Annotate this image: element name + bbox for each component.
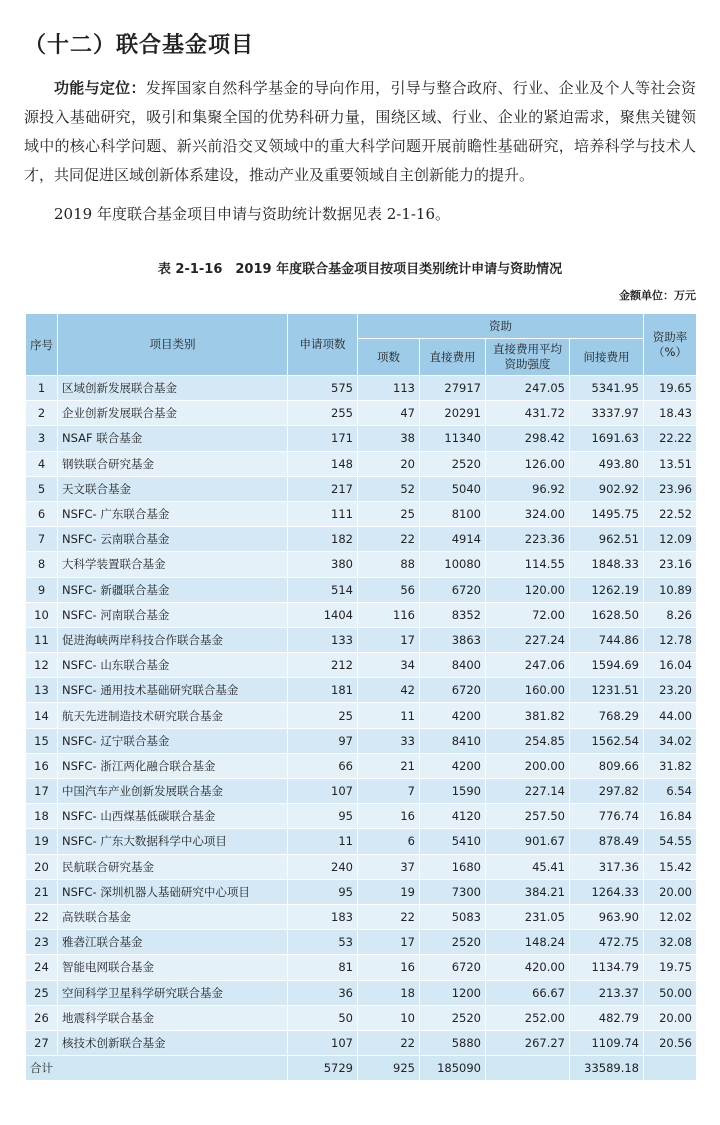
table-row xyxy=(26,955,697,980)
table-row xyxy=(26,653,697,678)
row-category: NSFC- 山西煤基低碳联合基金 xyxy=(58,804,288,829)
row-category: NSFC- 河南联合基金 xyxy=(58,602,288,627)
total-rate xyxy=(644,1056,697,1081)
row-indirect: 493.80 xyxy=(570,451,644,476)
table-row xyxy=(26,728,697,753)
row-seq: 4 xyxy=(26,451,58,476)
row-avg: 114.55 xyxy=(486,552,570,577)
table-row xyxy=(26,703,697,728)
row-items: 10 xyxy=(358,1005,420,1030)
row-items: 21 xyxy=(358,753,420,778)
table-row xyxy=(26,527,697,552)
row-applications: 50 xyxy=(288,1005,358,1030)
row-avg: 223.36 xyxy=(486,527,570,552)
row-applications: 212 xyxy=(288,653,358,678)
row-avg: 72.00 xyxy=(486,602,570,627)
row-items: 47 xyxy=(358,401,420,426)
row-items: 17 xyxy=(358,930,420,955)
row-direct: 20291 xyxy=(420,401,486,426)
table-row xyxy=(26,1005,697,1030)
row-direct: 5880 xyxy=(420,1030,486,1055)
row-rate: 15.42 xyxy=(644,854,697,879)
table-row xyxy=(26,879,697,904)
table-row xyxy=(26,451,697,476)
row-rate: 19.65 xyxy=(644,376,697,401)
table-row xyxy=(26,376,697,401)
row-applications: 11 xyxy=(288,829,358,854)
row-indirect: 3337.97 xyxy=(570,401,644,426)
row-direct: 6720 xyxy=(420,955,486,980)
table-row xyxy=(26,401,697,426)
row-seq: 14 xyxy=(26,703,58,728)
row-items: 19 xyxy=(358,879,420,904)
row-items: 16 xyxy=(358,804,420,829)
row-avg: 384.21 xyxy=(486,879,570,904)
row-rate: 20.00 xyxy=(644,1005,697,1030)
header-category: 项目类别 xyxy=(58,314,288,376)
row-direct: 2520 xyxy=(420,451,486,476)
table-row xyxy=(26,627,697,652)
row-avg: 257.50 xyxy=(486,804,570,829)
row-applications: 95 xyxy=(288,879,358,904)
intro-paragraph xyxy=(24,74,696,190)
row-avg: 254.85 xyxy=(486,728,570,753)
row-seq: 10 xyxy=(26,602,58,627)
table-row xyxy=(26,426,697,451)
row-applications: 1404 xyxy=(288,602,358,627)
row-items: 25 xyxy=(358,501,420,526)
row-category: NSFC- 浙江两化融合联合基金 xyxy=(58,753,288,778)
row-items: 116 xyxy=(358,602,420,627)
row-seq: 12 xyxy=(26,653,58,678)
row-rate: 12.02 xyxy=(644,904,697,929)
row-direct: 1680 xyxy=(420,854,486,879)
row-direct: 8410 xyxy=(420,728,486,753)
row-applications: 255 xyxy=(288,401,358,426)
row-seq: 11 xyxy=(26,627,58,652)
row-direct: 4200 xyxy=(420,753,486,778)
row-direct: 8400 xyxy=(420,653,486,678)
row-applications: 81 xyxy=(288,955,358,980)
row-indirect: 878.49 xyxy=(570,829,644,854)
header-direct: 直接费用 xyxy=(420,339,486,376)
row-applications: 97 xyxy=(288,728,358,753)
row-avg: 227.24 xyxy=(486,627,570,652)
row-indirect: 1628.50 xyxy=(570,602,644,627)
row-rate: 23.20 xyxy=(644,678,697,703)
row-indirect: 1134.79 xyxy=(570,955,644,980)
header-applications: 申请项数 xyxy=(288,314,358,376)
row-indirect: 1848.33 xyxy=(570,552,644,577)
header-avg: 直接费用平均资助强度 xyxy=(486,339,570,376)
row-direct: 8352 xyxy=(420,602,486,627)
row-rate: 22.52 xyxy=(644,501,697,526)
row-indirect: 472.75 xyxy=(570,930,644,955)
row-rate: 18.43 xyxy=(644,401,697,426)
row-items: 22 xyxy=(358,527,420,552)
row-avg: 247.05 xyxy=(486,376,570,401)
row-items: 22 xyxy=(358,904,420,929)
table-row xyxy=(26,753,697,778)
row-items: 22 xyxy=(358,1030,420,1055)
row-category: 天文联合基金 xyxy=(58,476,288,501)
row-avg: 66.67 xyxy=(486,980,570,1005)
row-category: 促进海峡两岸科技合作联合基金 xyxy=(58,627,288,652)
row-indirect: 768.29 xyxy=(570,703,644,728)
row-applications: 183 xyxy=(288,904,358,929)
row-rate: 13.51 xyxy=(644,451,697,476)
intro-body: 发挥国家自然科学基金的导向作用，引导与整合政府、行业、企业及个人等社会资源投入基础研究，吸引和集聚全国的优势科研力量，围绕区域、行业、企业的紧迫需求，聚焦关键领域中的核心科学问题、新兴前沿交叉领域中的重大科学问题开展前瞻性基础研究，培养科学与技术人才，共同促进区域创新体系建设，推动产业及重要领域自主创新能力的提升。 xyxy=(24,79,696,184)
row-applications: 36 xyxy=(288,980,358,1005)
row-seq: 21 xyxy=(26,879,58,904)
row-category: NSAF 联合基金 xyxy=(58,426,288,451)
row-direct: 5410 xyxy=(420,829,486,854)
row-direct: 5040 xyxy=(420,476,486,501)
row-avg: 148.24 xyxy=(486,930,570,955)
row-avg: 267.27 xyxy=(486,1030,570,1055)
table-row xyxy=(26,829,697,854)
row-seq: 16 xyxy=(26,753,58,778)
row-rate: 44.00 xyxy=(644,703,697,728)
row-category: NSFC- 广东大数据科学中心项目 xyxy=(58,829,288,854)
row-seq: 22 xyxy=(26,904,58,929)
table-total-row xyxy=(26,1056,697,1081)
row-rate: 8.26 xyxy=(644,602,697,627)
row-category: 地震科学联合基金 xyxy=(58,1005,288,1030)
row-avg: 120.00 xyxy=(486,577,570,602)
table-row xyxy=(26,1030,697,1055)
row-avg: 252.00 xyxy=(486,1005,570,1030)
row-direct: 2520 xyxy=(420,930,486,955)
row-avg: 227.14 xyxy=(486,779,570,804)
table-row xyxy=(26,678,697,703)
row-indirect: 744.86 xyxy=(570,627,644,652)
row-applications: 217 xyxy=(288,476,358,501)
row-seq: 8 xyxy=(26,552,58,577)
header-items: 项数 xyxy=(358,339,420,376)
intro-lead: 功能与定位： xyxy=(54,79,146,97)
row-indirect: 213.37 xyxy=(570,980,644,1005)
row-indirect: 962.51 xyxy=(570,527,644,552)
row-seq: 17 xyxy=(26,779,58,804)
header-rate: 资助率（%） xyxy=(644,314,697,376)
table-row xyxy=(26,577,697,602)
row-applications: 66 xyxy=(288,753,358,778)
row-items: 16 xyxy=(358,955,420,980)
table-row xyxy=(26,904,697,929)
total-applications: 5729 xyxy=(288,1056,358,1081)
row-applications: 514 xyxy=(288,577,358,602)
row-indirect: 1264.33 xyxy=(570,879,644,904)
row-direct: 1590 xyxy=(420,779,486,804)
row-avg: 45.41 xyxy=(486,854,570,879)
table-row xyxy=(26,501,697,526)
row-rate: 31.82 xyxy=(644,753,697,778)
row-seq: 19 xyxy=(26,829,58,854)
row-items: 42 xyxy=(358,678,420,703)
row-avg: 420.00 xyxy=(486,955,570,980)
row-category: 智能电网联合基金 xyxy=(58,955,288,980)
row-category: 高铁联合基金 xyxy=(58,904,288,929)
row-seq: 20 xyxy=(26,854,58,879)
row-applications: 182 xyxy=(288,527,358,552)
row-items: 11 xyxy=(358,703,420,728)
row-direct: 1200 xyxy=(420,980,486,1005)
row-direct: 4120 xyxy=(420,804,486,829)
row-indirect: 297.82 xyxy=(570,779,644,804)
total-indirect: 33589.18 xyxy=(570,1056,644,1081)
section-title: （十二）联合基金项目 xyxy=(24,33,255,58)
row-avg: 200.00 xyxy=(486,753,570,778)
row-applications: 148 xyxy=(288,451,358,476)
row-indirect: 5341.95 xyxy=(570,376,644,401)
row-category: 航天先进制造技术研究联合基金 xyxy=(58,703,288,728)
row-rate: 12.09 xyxy=(644,527,697,552)
row-rate: 20.56 xyxy=(644,1030,697,1055)
row-rate: 20.00 xyxy=(644,879,697,904)
row-direct: 11340 xyxy=(420,426,486,451)
row-seq: 5 xyxy=(26,476,58,501)
row-items: 88 xyxy=(358,552,420,577)
table-row xyxy=(26,779,697,804)
row-indirect: 1562.54 xyxy=(570,728,644,753)
row-rate: 19.75 xyxy=(644,955,697,980)
row-indirect: 482.79 xyxy=(570,1005,644,1030)
row-seq: 7 xyxy=(26,527,58,552)
table-body xyxy=(26,376,697,1081)
table-row xyxy=(26,602,697,627)
row-rate: 50.00 xyxy=(644,980,697,1005)
row-category: NSFC- 山东联合基金 xyxy=(58,653,288,678)
row-indirect: 1262.19 xyxy=(570,577,644,602)
row-direct: 10080 xyxy=(420,552,486,577)
table-unit: 金额单位：万元 xyxy=(619,289,696,302)
row-applications: 575 xyxy=(288,376,358,401)
row-direct: 3863 xyxy=(420,627,486,652)
row-items: 52 xyxy=(358,476,420,501)
row-category: NSFC- 深圳机器人基础研究中心项目 xyxy=(58,879,288,904)
row-seq: 3 xyxy=(26,426,58,451)
table-row xyxy=(26,804,697,829)
row-applications: 25 xyxy=(288,703,358,728)
row-indirect: 776.74 xyxy=(570,804,644,829)
row-seq: 25 xyxy=(26,980,58,1005)
row-direct: 5083 xyxy=(420,904,486,929)
row-applications: 107 xyxy=(288,1030,358,1055)
row-applications: 107 xyxy=(288,779,358,804)
row-seq: 13 xyxy=(26,678,58,703)
row-direct: 6720 xyxy=(420,678,486,703)
row-seq: 18 xyxy=(26,804,58,829)
header-indirect: 间接费用 xyxy=(570,339,644,376)
row-seq: 9 xyxy=(26,577,58,602)
row-indirect: 1231.51 xyxy=(570,678,644,703)
table-row xyxy=(26,930,697,955)
row-items: 6 xyxy=(358,829,420,854)
row-category: NSFC- 辽宁联合基金 xyxy=(58,728,288,753)
row-indirect: 1691.63 xyxy=(570,426,644,451)
row-category: 民航联合研究基金 xyxy=(58,854,288,879)
row-category: 雅砻江联合基金 xyxy=(58,930,288,955)
row-avg: 96.92 xyxy=(486,476,570,501)
row-direct: 8100 xyxy=(420,501,486,526)
row-category: 企业创新发展联合基金 xyxy=(58,401,288,426)
row-indirect: 902.92 xyxy=(570,476,644,501)
row-rate: 23.96 xyxy=(644,476,697,501)
row-seq: 26 xyxy=(26,1005,58,1030)
row-category: 大科学装置联合基金 xyxy=(58,552,288,577)
row-applications: 380 xyxy=(288,552,358,577)
row-seq: 1 xyxy=(26,376,58,401)
row-category: 区域创新发展联合基金 xyxy=(58,376,288,401)
row-avg: 231.05 xyxy=(486,904,570,929)
row-avg: 324.00 xyxy=(486,501,570,526)
row-direct: 2520 xyxy=(420,1005,486,1030)
row-applications: 133 xyxy=(288,627,358,652)
total-avg xyxy=(486,1056,570,1081)
row-category: 核技术创新联合基金 xyxy=(58,1030,288,1055)
row-items: 17 xyxy=(358,627,420,652)
row-rate: 54.55 xyxy=(644,829,697,854)
row-applications: 53 xyxy=(288,930,358,955)
row-category: NSFC- 云南联合基金 xyxy=(58,527,288,552)
row-indirect: 809.66 xyxy=(570,753,644,778)
row-seq: 15 xyxy=(26,728,58,753)
row-category: 空间科学卫星科学研究联合基金 xyxy=(58,980,288,1005)
row-seq: 6 xyxy=(26,501,58,526)
row-items: 113 xyxy=(358,376,420,401)
table-caption: 表 2-1-16 2019 年度联合基金项目按项目类别统计申请与资助情况 xyxy=(157,262,563,277)
row-applications: 181 xyxy=(288,678,358,703)
table-reference: 2019 年度联合基金项目申请与资助统计数据见表 2-1-16。 xyxy=(54,205,451,223)
row-indirect: 1495.75 xyxy=(570,501,644,526)
header-funding-group: 资助 xyxy=(358,314,644,339)
funding-table xyxy=(25,313,697,1081)
row-applications: 95 xyxy=(288,804,358,829)
row-indirect: 317.36 xyxy=(570,854,644,879)
row-category: 钢铁联合研究基金 xyxy=(58,451,288,476)
row-seq: 2 xyxy=(26,401,58,426)
row-rate: 32.08 xyxy=(644,930,697,955)
row-category: 中国汽车产业创新发展联合基金 xyxy=(58,779,288,804)
total-label: 合计 xyxy=(26,1056,288,1081)
row-rate: 23.16 xyxy=(644,552,697,577)
table-row xyxy=(26,476,697,501)
row-items: 18 xyxy=(358,980,420,1005)
row-items: 33 xyxy=(358,728,420,753)
row-avg: 431.72 xyxy=(486,401,570,426)
row-category: NSFC- 通用技术基础研究联合基金 xyxy=(58,678,288,703)
row-rate: 10.89 xyxy=(644,577,697,602)
row-indirect: 963.90 xyxy=(570,904,644,929)
row-avg: 247.06 xyxy=(486,653,570,678)
total-direct: 185090 xyxy=(420,1056,486,1081)
row-applications: 171 xyxy=(288,426,358,451)
table-row xyxy=(26,854,697,879)
row-indirect: 1594.69 xyxy=(570,653,644,678)
row-direct: 4914 xyxy=(420,527,486,552)
row-direct: 6720 xyxy=(420,577,486,602)
row-items: 37 xyxy=(358,854,420,879)
row-applications: 111 xyxy=(288,501,358,526)
row-rate: 6.54 xyxy=(644,779,697,804)
row-items: 34 xyxy=(358,653,420,678)
row-indirect: 1109.74 xyxy=(570,1030,644,1055)
row-avg: 160.00 xyxy=(486,678,570,703)
row-items: 7 xyxy=(358,779,420,804)
row-rate: 34.02 xyxy=(644,728,697,753)
row-rate: 16.04 xyxy=(644,653,697,678)
row-items: 38 xyxy=(358,426,420,451)
row-category: NSFC- 新疆联合基金 xyxy=(58,577,288,602)
row-avg: 126.00 xyxy=(486,451,570,476)
table-row xyxy=(26,552,697,577)
row-category: NSFC- 广东联合基金 xyxy=(58,501,288,526)
row-rate: 22.22 xyxy=(644,426,697,451)
row-rate: 16.84 xyxy=(644,804,697,829)
row-rate: 12.78 xyxy=(644,627,697,652)
row-direct: 7300 xyxy=(420,879,486,904)
row-direct: 4200 xyxy=(420,703,486,728)
total-items: 925 xyxy=(358,1056,420,1081)
row-avg: 901.67 xyxy=(486,829,570,854)
row-seq: 27 xyxy=(26,1030,58,1055)
row-seq: 24 xyxy=(26,955,58,980)
row-seq: 23 xyxy=(26,930,58,955)
table-row xyxy=(26,980,697,1005)
row-items: 20 xyxy=(358,451,420,476)
row-applications: 240 xyxy=(288,854,358,879)
row-avg: 381.82 xyxy=(486,703,570,728)
row-items: 56 xyxy=(358,577,420,602)
row-direct: 27917 xyxy=(420,376,486,401)
header-seq: 序号 xyxy=(26,314,58,376)
row-avg: 298.42 xyxy=(486,426,570,451)
